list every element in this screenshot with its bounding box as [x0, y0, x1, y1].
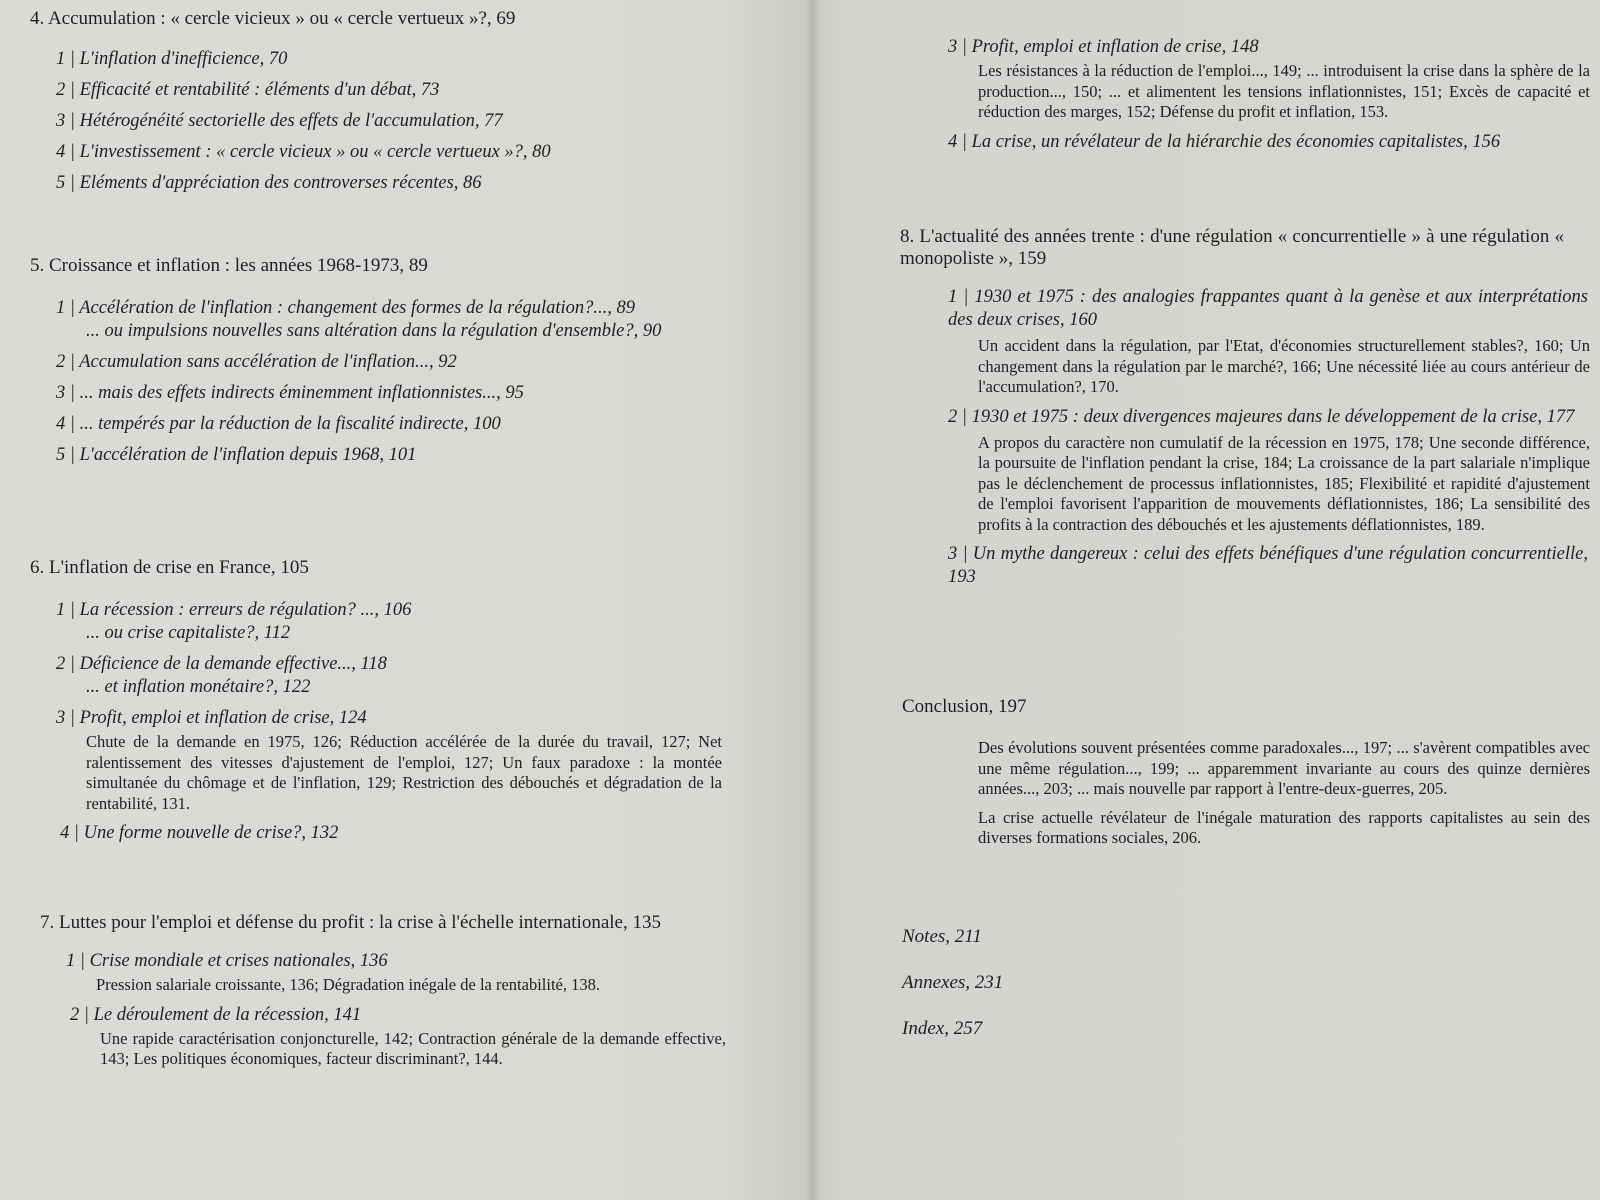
section-entry: 2 | Le déroulement de la récession, 141 [70, 1004, 362, 1025]
section-entry: 5 | L'accélération de l'inflation depuis 1968, 101 [56, 445, 417, 465]
section-entry: 4 | L'investissement : « cercle vicieux » ou « cercle vertueux »?, 80 [56, 142, 551, 162]
section-entry: 1 | Accélération de l'inflation : changement des formes de la régulation?..., 89 [56, 298, 636, 318]
section-summary: Une rapide caractérisation conjoncturelle, 142; Contraction générale de la demande effective, 143; Les politiques économiques, facteur discriminant?, 144. [100, 1028, 726, 1068]
section-entry: 2 | Efficacité et rentabilité : éléments d'un débat, 73 [56, 80, 440, 100]
section-entry: 2 | Déficience de la demande effective..., 118 [56, 654, 387, 674]
section-summary: Les résistances à la réduction de l'emploi..., 149; ... introduisent la crise dans la sphère de la production..., 150; ... et alimentent les tensions inflationnistes, 151; Excès de capacité et réduction des marges, 152; Défense du profit et inflation, 153. [978, 61, 1590, 121]
section-entry: 1 | Crise mondiale et crises nationales, 136 [66, 951, 388, 971]
section-entry: 3 | Hétérogénéité sectorielle des effets de l'accumulation, 77 [56, 111, 503, 131]
chapter-7-continued [922, 36, 1590, 162]
index-entry: Index, 257 [902, 1018, 983, 1039]
section-entry: 5 | Eléments d'appréciation des controverses récentes, 86 [56, 173, 482, 193]
chapter-4 [30, 8, 730, 203]
section-entry: 3 | Un mythe dangereux : celui des effets bénéfiques d'une régulation concurrentielle, 193 [948, 544, 1588, 587]
section-continuation: ... et inflation monétaire?, 122 [86, 677, 311, 697]
section-entry: 4 | La crise, un révélateur de la hiérarchie des économies capitalistes, 156 [948, 131, 1501, 152]
section-entry: 4 | Une forme nouvelle de crise?, 132 [60, 823, 339, 843]
chapter-title: 8. L'actualité des années trente : d'une régulation « concurrentielle » à une régulation « monopoliste », 159 [900, 226, 1564, 269]
chapter-title: 5. Croissance et inflation : les années 1968-1973, 89 [30, 255, 428, 276]
section-entry: 2 | Accumulation sans accélération de l'inflation..., 92 [56, 352, 457, 372]
section-entry: 1 | 1930 et 1975 : des analogies frappantes quant à la genèse et aux interprétations des deux crises, 160 [948, 287, 1588, 330]
chapter-title: 4. Accumulation : « cercle vicieux » ou « cercle vertueux »?, 69 [30, 8, 516, 29]
chapter-5 [30, 255, 730, 475]
annexes-entry: Annexes, 231 [902, 972, 1004, 993]
conclusion-summary: Des évolutions souvent présentées comme paradoxales..., 197; ... s'avèrent compatibles avec une même régulation..., 199; ... apparemment invariante au cours des quinze dernières années..., 203; ... mais nouvelle par rapport à l'entre-deux-guerres, 205. [978, 738, 1590, 798]
chapter-6 [30, 557, 730, 853]
section-continuation: ... ou crise capitaliste?, 112 [86, 623, 291, 643]
section-summary: Un accident dans la régulation, par l'Etat, d'économies structurellement stables?, 160; Un changement dans la régulation par le marché?, 166; Une nécessité liée au cours antérieur de l'accumulation?, 170. [978, 336, 1590, 396]
left-page [30, 0, 730, 1200]
right-page [900, 0, 1590, 1200]
section-entry: 1 | La récession : erreurs de régulation? ..., 106 [56, 600, 412, 620]
conclusion-title: Conclusion, 197 [902, 696, 1027, 717]
section-continuation: ... ou impulsions nouvelles sans altération dans la régulation d'ensemble?, 90 [86, 321, 662, 341]
section-entry: 3 | Profit, emploi et inflation de crise, 124 [56, 708, 367, 728]
section-entry: 3 | Profit, emploi et inflation de crise, 148 [948, 37, 1259, 57]
notes-entry: Notes, 211 [902, 926, 982, 947]
section-entry: 4 | ... tempérés par la réduction de la fiscalité indirecte, 100 [56, 414, 501, 434]
section-summary: A propos du caractère non cumulatif de la récession en 1975, 178; Une seconde différence, la poursuite de l'inflation pendant la crise, 184; La croissance de la part salariale n'implique pas le déclenchement de processus inflationnistes, 185; Flexibilité et rapidité d'ajustement de l'emploi favorisent l'apparition de mouvements déflationnistes, 186; La sensibilité des profits à la contraction des débouchés et les ajustements déflationnistes, 189. [978, 432, 1590, 534]
chapter-7 [30, 912, 730, 1078]
book-gutter [806, 0, 820, 1200]
chapter-title: 6. L'inflation de crise en France, 105 [30, 557, 309, 578]
section-entry: 3 | ... mais des effets indirects éminemment inflationnistes..., 95 [56, 383, 524, 403]
section-entry: 2 | 1930 et 1975 : deux divergences majeures dans le développement de la crise, 177 [948, 406, 1575, 427]
chapter-8 [900, 226, 1590, 597]
chapter-title: 7. Luttes pour l'emploi et défense du profit : la crise à l'échelle internationale, 135 [40, 912, 661, 933]
section-summary: Pression salariale croissante, 136; Dégradation inégale de la rentabilité, 138. [96, 975, 600, 994]
conclusion [902, 696, 1590, 857]
section-entry: 1 | L'inflation d'inefficience, 70 [56, 49, 288, 69]
section-summary: Chute de la demande en 1975, 126; Réduction accélérée de la durée du travail, 127; Net ralentissement des vitesses d'ajustement de l'emploi, 127; Un faux paradoxe : la montée simultanée du chômage et de l'inflation, 129; Restriction des débouchés et dégradation de la rentabilité, 131. [86, 732, 722, 813]
conclusion-summary: La crise actuelle révélateur de l'inégale maturation des rapports capitalistes au sein des diverses formations sociales, 206. [978, 807, 1590, 847]
